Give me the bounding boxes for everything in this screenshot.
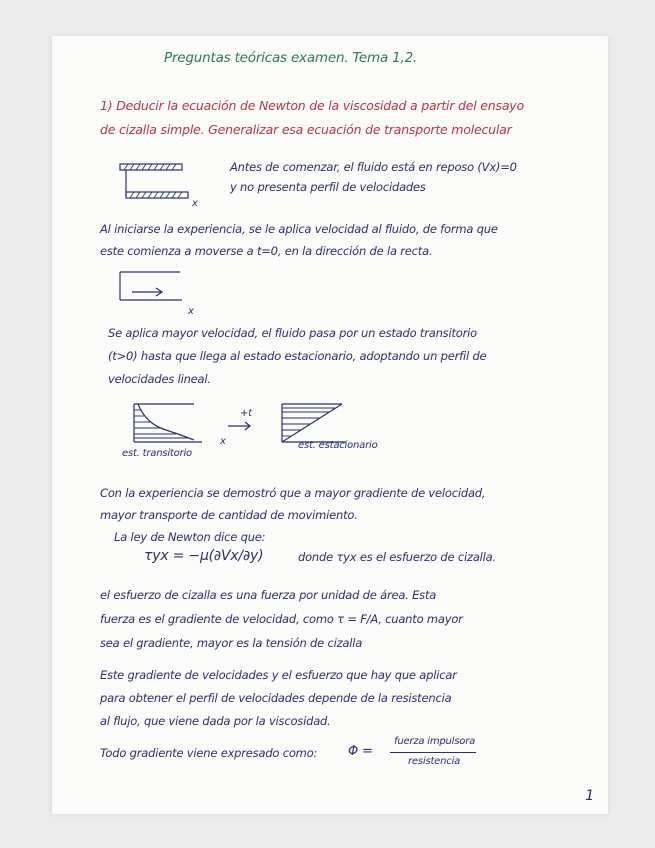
fig1-note-line-1: Antes de comenzar, el fluido está en reposo (Vx)=0 [230, 160, 517, 174]
para-3-line-1: Con la experiencia se demostró que a mayor gradiente de velocidad, [100, 486, 486, 500]
page-number: 1 [585, 788, 594, 804]
fig2-axis-label: x [188, 306, 194, 317]
para-5-line-3: al flujo, que viene dada por la viscosidad. [100, 714, 331, 728]
phi-formula: Φ = [348, 744, 373, 759]
para-4-line-3: sea el gradiente, mayor es la tensión de cizalla [100, 636, 363, 650]
figure-plate-start [118, 270, 218, 310]
notebook-page [52, 36, 608, 814]
fig3-left-label: est. transitorio [122, 448, 192, 459]
para-1-line-2: este comienza a moverse a t=0, en la dirección de la recta. [100, 244, 433, 258]
para-2-line-1: Se aplica mayor velocidad, el fluido pasa por un estado transitorio [108, 326, 477, 340]
fig3-axis-label: x [220, 436, 226, 447]
phi-fraction-bar [390, 752, 476, 753]
figure-plates-rest [118, 162, 238, 210]
fig1-note-line-2: y no presenta perfil de velocidades [230, 180, 426, 194]
page-title: Preguntas teóricas examen. Tema 1,2. [164, 50, 418, 66]
phi-numerator: fuerza impulsora [394, 736, 476, 747]
question-1-line-1: 1) Deducir la ecuación de Newton de la viscosidad a partir del ensayo [100, 98, 524, 113]
para-3-line-3: La ley de Newton dice que: [114, 530, 266, 544]
para-2-line-2: (t>0) hasta que llega al estado estacionario, adoptando un perfil de [108, 349, 487, 363]
newton-formula: τyx = −μ(∂Vx/∂y) [144, 548, 264, 564]
para-6: Todo gradiente viene expresado como: [100, 746, 318, 760]
fig1-axis-label: x [192, 198, 198, 209]
para-1-line-1: Al iniciarse la experiencia, se le aplica velocidad al fluido, de forma que [100, 222, 498, 236]
para-4-line-1: el esfuerzo de cizalla es una fuerza por unidad de área. Esta [100, 588, 437, 602]
phi-denominator: resistencia [408, 756, 461, 767]
fig3-right-label: est. estacionario [298, 440, 378, 451]
para-4-line-2: fuerza es el gradiente de velocidad, como τ = F/A, cuanto mayor [100, 612, 463, 626]
newton-note: donde τyx es el esfuerzo de cizalla. [298, 550, 496, 564]
para-5-line-1: Este gradiente de velocidades y el esfuerzo que hay que aplicar [100, 668, 457, 682]
para-3-line-2: mayor transporte de cantidad de movimiento. [100, 508, 358, 522]
para-5-line-2: para obtener el perfil de velocidades depende de la resistencia [100, 691, 452, 705]
para-2-line-3: velocidades lineal. [108, 372, 211, 386]
question-1-line-2: de cizalla simple. Generalizar esa ecuación de transporte molecular [100, 122, 512, 137]
fig3-arrow-label: +t [240, 408, 252, 419]
